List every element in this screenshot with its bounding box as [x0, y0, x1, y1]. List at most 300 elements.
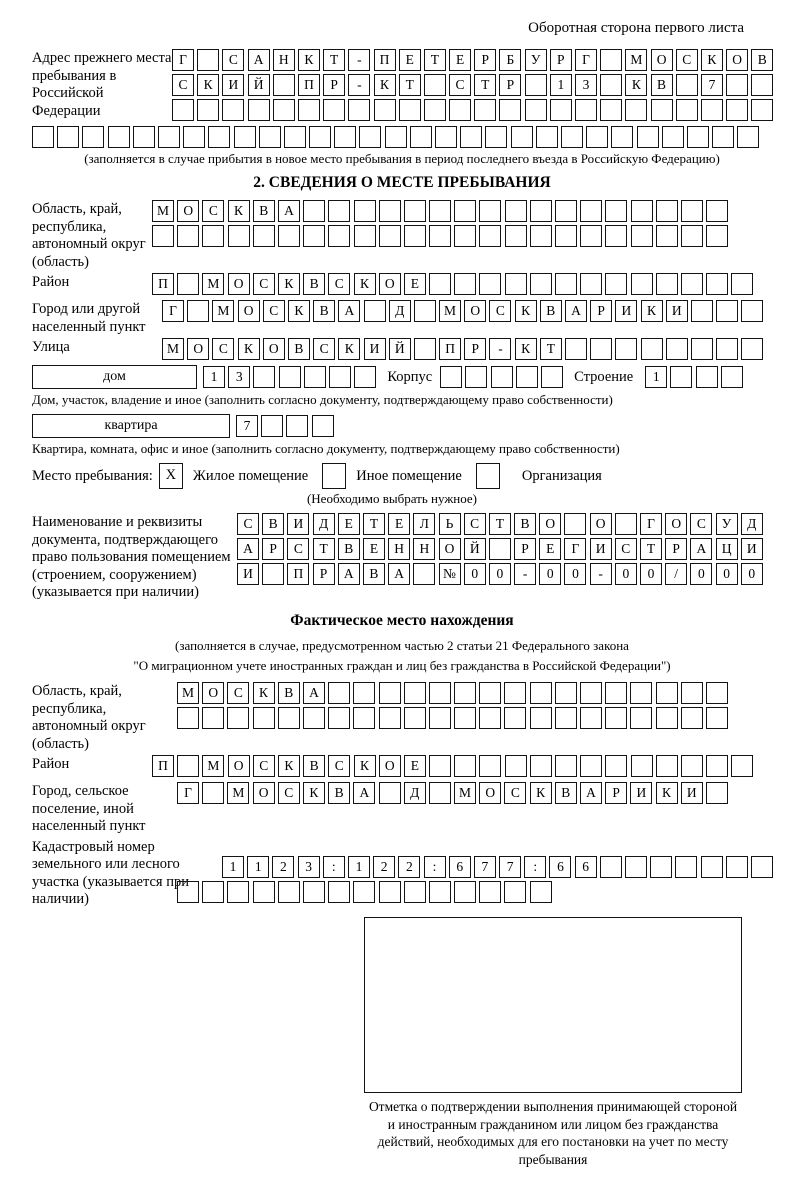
char-cell	[404, 200, 426, 222]
char-cell	[676, 99, 698, 121]
char-cell	[309, 126, 331, 148]
char-cell: О	[379, 755, 401, 777]
document-row-3	[237, 563, 766, 585]
char-cell	[691, 300, 713, 322]
char-cell: О	[228, 273, 250, 295]
char-cell: Е	[404, 755, 426, 777]
char-cell: К	[515, 338, 537, 360]
char-cell	[631, 225, 653, 247]
factual-title: Фактическое место нахождения	[290, 611, 514, 629]
char-cell	[328, 707, 350, 729]
char-cell	[605, 755, 627, 777]
char-cell: С	[328, 755, 350, 777]
prev-address-row-3	[172, 99, 777, 121]
char-cell: М	[454, 782, 476, 804]
char-cell: Г	[172, 49, 194, 71]
char-cell	[454, 200, 476, 222]
char-cell: В	[555, 782, 577, 804]
char-cell	[716, 338, 738, 360]
char-cell	[726, 74, 748, 96]
char-cell: К	[253, 682, 275, 704]
char-cell	[208, 126, 230, 148]
char-cell	[298, 99, 320, 121]
char-cell	[741, 338, 763, 360]
char-cell	[227, 707, 249, 729]
char-cell	[555, 707, 577, 729]
factual-oblast-row-2	[177, 707, 731, 729]
char-cell	[479, 707, 501, 729]
char-cell	[625, 856, 647, 878]
mesto-prebyvaniya-row	[32, 463, 772, 489]
char-cell	[656, 682, 678, 704]
char-cell	[228, 225, 250, 247]
char-cell: С	[278, 782, 300, 804]
char-cell	[706, 225, 728, 247]
char-cell: С	[212, 338, 234, 360]
char-cell	[701, 99, 723, 121]
char-cell	[273, 74, 295, 96]
char-cell	[530, 755, 552, 777]
char-cell: Д	[404, 782, 426, 804]
char-cell	[227, 881, 249, 903]
char-cell: С	[313, 338, 335, 360]
char-cell	[555, 225, 577, 247]
document-block	[32, 513, 772, 602]
char-cell: 1	[247, 856, 269, 878]
char-cell	[202, 782, 224, 804]
ulitsa-label: Улица	[32, 339, 70, 356]
char-cell: И	[741, 538, 763, 560]
raion-row	[152, 273, 757, 295]
char-cell	[656, 273, 678, 295]
mesto-note: (Необходимо выбрать нужное)	[306, 491, 478, 507]
char-cell	[278, 707, 300, 729]
char-cell: А	[303, 682, 325, 704]
char-cell	[530, 707, 552, 729]
char-cell: В	[313, 300, 335, 322]
char-cell	[737, 126, 759, 148]
char-cell: Т	[399, 74, 421, 96]
char-cell: С	[615, 538, 637, 560]
stamp-box	[364, 917, 742, 1093]
char-cell	[303, 225, 325, 247]
char-cell	[675, 856, 697, 878]
document-rows	[237, 513, 766, 588]
char-cell	[429, 200, 451, 222]
char-cell: О	[228, 755, 250, 777]
char-cell	[701, 856, 723, 878]
char-cell	[364, 300, 386, 322]
oblast-rows	[152, 200, 731, 250]
char-cell: В	[262, 513, 284, 535]
char-cell: В	[328, 782, 350, 804]
checkbox-organizatsiya	[476, 463, 500, 489]
kadastr-block	[32, 838, 772, 909]
char-cell	[253, 366, 275, 388]
char-cell: С	[489, 300, 511, 322]
char-cell: А	[388, 563, 410, 585]
char-cell	[474, 99, 496, 121]
char-cell	[751, 99, 773, 121]
char-cell	[133, 126, 155, 148]
char-cell: У	[716, 513, 738, 535]
char-cell: 0	[564, 563, 586, 585]
char-cell: К	[338, 338, 360, 360]
char-cell	[731, 273, 753, 295]
char-cell	[202, 707, 224, 729]
char-cell	[489, 538, 511, 560]
char-cell	[580, 682, 602, 704]
char-cell	[706, 273, 728, 295]
char-cell: 6	[575, 856, 597, 878]
checkbox-inoe	[322, 463, 346, 489]
char-cell	[580, 755, 602, 777]
char-cell	[555, 682, 577, 704]
char-cell	[666, 338, 688, 360]
char-cell	[253, 225, 275, 247]
char-cell	[605, 273, 627, 295]
char-cell: С	[222, 49, 244, 71]
char-cell	[187, 300, 209, 322]
char-cell: К	[641, 300, 663, 322]
char-cell	[656, 755, 678, 777]
char-cell: С	[172, 74, 194, 96]
char-cell: Р	[474, 49, 496, 71]
char-cell: В	[303, 273, 325, 295]
document-row-1	[237, 513, 766, 535]
char-cell	[262, 563, 284, 585]
char-cell: М	[227, 782, 249, 804]
oblast-row-2	[152, 225, 731, 247]
char-cell: О	[202, 682, 224, 704]
char-cell	[525, 74, 547, 96]
char-cell	[158, 126, 180, 148]
char-cell	[691, 338, 713, 360]
char-cell	[410, 126, 432, 148]
char-cell	[505, 755, 527, 777]
char-cell	[600, 74, 622, 96]
char-cell: 1	[645, 366, 667, 388]
char-cell: 2	[272, 856, 294, 878]
char-cell	[706, 682, 728, 704]
char-cell: В	[363, 563, 385, 585]
char-cell	[202, 225, 224, 247]
char-cell	[286, 415, 308, 437]
char-cell	[172, 99, 194, 121]
char-cell	[479, 200, 501, 222]
factual-oblast-block	[32, 682, 772, 753]
char-cell: -	[489, 338, 511, 360]
char-cell: Е	[539, 538, 561, 560]
char-cell: Н	[388, 538, 410, 560]
char-cell	[676, 74, 698, 96]
char-cell	[681, 755, 703, 777]
char-cell	[379, 782, 401, 804]
char-cell	[712, 126, 734, 148]
char-cell	[580, 225, 602, 247]
stroenie-cells	[645, 366, 746, 388]
char-cell	[108, 126, 130, 148]
char-cell	[399, 99, 421, 121]
char-cell: М	[202, 273, 224, 295]
char-cell: К	[656, 782, 678, 804]
char-cell	[662, 126, 684, 148]
char-cell: Т	[363, 513, 385, 535]
char-cell	[279, 366, 301, 388]
char-cell	[479, 881, 501, 903]
char-cell	[600, 856, 622, 878]
kadastr-row-1	[222, 856, 776, 878]
char-cell: О	[263, 338, 285, 360]
prev-address-row-1	[172, 49, 777, 71]
char-cell: М	[177, 682, 199, 704]
char-cell: Е	[404, 273, 426, 295]
char-cell: Е	[338, 513, 360, 535]
char-cell: В	[338, 538, 360, 560]
char-cell	[485, 126, 507, 148]
char-cell: К	[278, 755, 300, 777]
char-cell	[278, 225, 300, 247]
char-cell	[651, 99, 673, 121]
mesto-label: Место пребывания:	[32, 467, 153, 484]
oblast-label: Область, край, республика, автономный округ (область)	[32, 201, 146, 270]
char-cell: Р	[590, 300, 612, 322]
char-cell: 0	[539, 563, 561, 585]
char-cell	[449, 99, 471, 121]
char-cell	[284, 126, 306, 148]
char-cell: 0	[640, 563, 662, 585]
stamp-section	[32, 917, 772, 1169]
char-cell: Й	[464, 538, 486, 560]
char-cell: В	[303, 755, 325, 777]
char-cell: О	[439, 538, 461, 560]
prev-address-label: Адрес прежнего места пребывания в Российской Федерации	[32, 50, 172, 119]
char-cell: С	[202, 200, 224, 222]
char-cell	[641, 338, 663, 360]
char-cell	[656, 707, 678, 729]
char-cell	[516, 366, 538, 388]
char-cell: 0	[690, 563, 712, 585]
char-cell: М	[152, 200, 174, 222]
char-cell	[348, 99, 370, 121]
char-cell	[454, 707, 476, 729]
char-cell	[183, 126, 205, 148]
char-cell: Е	[388, 513, 410, 535]
char-cell: -	[514, 563, 536, 585]
char-cell	[696, 366, 718, 388]
char-cell: 0	[615, 563, 637, 585]
stamp-note: Отметка о подтверждении выполнения принимающей стороной и иностранным гражданином или лицом без гражданства действий, необходимых для его постановки на учет по месту пребывания	[368, 1098, 738, 1168]
char-cell: К	[303, 782, 325, 804]
dom-note: Дом, участок, владение и иное (заполнить согласно документу, подтверждающему право собственности)	[32, 392, 613, 408]
factual-gorod-block	[32, 782, 772, 836]
char-cell: А	[565, 300, 587, 322]
kvartira-row	[32, 414, 772, 438]
char-cell	[253, 707, 275, 729]
char-cell	[615, 513, 637, 535]
char-cell: К	[238, 338, 260, 360]
char-cell: Т	[313, 538, 335, 560]
char-cell: В	[278, 682, 300, 704]
char-cell	[429, 881, 451, 903]
char-cell	[605, 707, 627, 729]
char-cell	[565, 338, 587, 360]
char-cell: И	[222, 74, 244, 96]
char-cell	[731, 755, 753, 777]
char-cell: Р	[499, 74, 521, 96]
char-cell	[404, 881, 426, 903]
char-cell: 6	[449, 856, 471, 878]
char-cell	[413, 563, 435, 585]
char-cell: -	[590, 563, 612, 585]
char-cell: Е	[449, 49, 471, 71]
char-cell: К	[228, 200, 250, 222]
char-cell	[334, 126, 356, 148]
char-cell	[177, 881, 199, 903]
char-cell	[253, 881, 275, 903]
gorod-label: Город или другой населенный пункт	[32, 301, 146, 335]
char-cell: В	[751, 49, 773, 71]
char-cell: К	[515, 300, 537, 322]
char-cell: :	[424, 856, 446, 878]
char-cell	[721, 366, 743, 388]
char-cell	[429, 755, 451, 777]
char-cell	[32, 126, 54, 148]
stroenie-label: Строение	[574, 369, 634, 385]
char-cell	[615, 338, 637, 360]
page-header-note: Оборотная сторона первого листа	[528, 20, 744, 36]
char-cell: И	[590, 538, 612, 560]
char-cell	[631, 200, 653, 222]
ulitsa-block	[32, 338, 772, 363]
prev-address-note: (заполняется в случае прибытия в новое место пребывания в период последнего въезда в Российскую Федерацию)	[84, 151, 720, 166]
char-cell: М	[625, 49, 647, 71]
char-cell	[555, 273, 577, 295]
factual-raion-label: Район	[32, 756, 70, 773]
char-cell	[259, 126, 281, 148]
char-cell	[374, 99, 396, 121]
char-cell: А	[278, 200, 300, 222]
char-cell: Т	[640, 538, 662, 560]
char-cell	[261, 415, 283, 437]
char-cell: А	[580, 782, 602, 804]
char-cell: О	[539, 513, 561, 535]
char-cell: 3	[575, 74, 597, 96]
char-cell: 1	[550, 74, 572, 96]
char-cell	[631, 755, 653, 777]
char-cell	[479, 755, 501, 777]
char-cell	[454, 755, 476, 777]
factual-raion-block	[32, 755, 772, 780]
char-cell: О	[726, 49, 748, 71]
factual-oblast-label: Область, край, республика, автономный округ (область)	[32, 683, 146, 752]
char-cell	[354, 225, 376, 247]
char-cell	[505, 200, 527, 222]
char-cell: Й	[248, 74, 270, 96]
char-cell	[525, 99, 547, 121]
factual-note-2: "О миграционном учете иностранных граждан и лиц без гражданства в Российской Федерации")	[133, 658, 671, 673]
char-cell	[706, 755, 728, 777]
char-cell: С	[287, 538, 309, 560]
char-cell	[530, 200, 552, 222]
stamp-column	[364, 917, 742, 1169]
char-cell	[152, 225, 174, 247]
char-cell	[600, 99, 622, 121]
char-cell	[555, 200, 577, 222]
raion-block	[32, 273, 772, 298]
char-cell	[530, 273, 552, 295]
char-cell	[561, 126, 583, 148]
factual-raion-row	[152, 755, 757, 777]
char-cell: В	[540, 300, 562, 322]
char-cell: О	[238, 300, 260, 322]
char-cell: О	[177, 200, 199, 222]
organizatsiya-label: Организация	[521, 467, 602, 484]
char-cell	[353, 682, 375, 704]
char-cell: Т	[424, 49, 446, 71]
document-row-2	[237, 538, 766, 560]
char-cell: И	[630, 782, 652, 804]
char-cell	[454, 682, 476, 704]
char-cell	[359, 126, 381, 148]
char-cell: К	[701, 49, 723, 71]
char-cell	[536, 126, 558, 148]
char-cell	[600, 49, 622, 71]
char-cell: Р	[323, 74, 345, 96]
char-cell	[505, 225, 527, 247]
char-cell: 7	[474, 856, 496, 878]
char-cell: Р	[550, 49, 572, 71]
char-cell: С	[464, 513, 486, 535]
char-cell: Н	[413, 538, 435, 560]
char-cell	[541, 366, 563, 388]
char-cell	[586, 126, 608, 148]
char-cell	[681, 200, 703, 222]
char-cell	[424, 99, 446, 121]
char-cell: Б	[499, 49, 521, 71]
char-cell: И	[681, 782, 703, 804]
char-cell	[479, 273, 501, 295]
char-cell	[312, 415, 334, 437]
char-cell	[716, 300, 738, 322]
char-cell: О	[253, 782, 275, 804]
char-cell	[177, 707, 199, 729]
char-cell	[530, 881, 552, 903]
char-cell: Й	[389, 338, 411, 360]
char-cell: Т	[474, 74, 496, 96]
char-cell	[234, 126, 256, 148]
char-cell	[353, 881, 375, 903]
char-cell	[706, 782, 728, 804]
char-cell	[605, 200, 627, 222]
kadastr-rows	[222, 856, 776, 906]
char-cell	[82, 126, 104, 148]
char-cell	[741, 300, 763, 322]
char-cell	[580, 200, 602, 222]
char-cell: 7	[236, 415, 258, 437]
char-cell	[328, 200, 350, 222]
char-cell: Ь	[439, 513, 461, 535]
char-cell: М	[202, 755, 224, 777]
char-cell: Р	[262, 538, 284, 560]
char-cell	[656, 200, 678, 222]
char-cell	[575, 99, 597, 121]
char-cell	[605, 682, 627, 704]
char-cell: Г	[575, 49, 597, 71]
char-cell	[611, 126, 633, 148]
char-cell: Д	[741, 513, 763, 535]
char-cell	[637, 126, 659, 148]
